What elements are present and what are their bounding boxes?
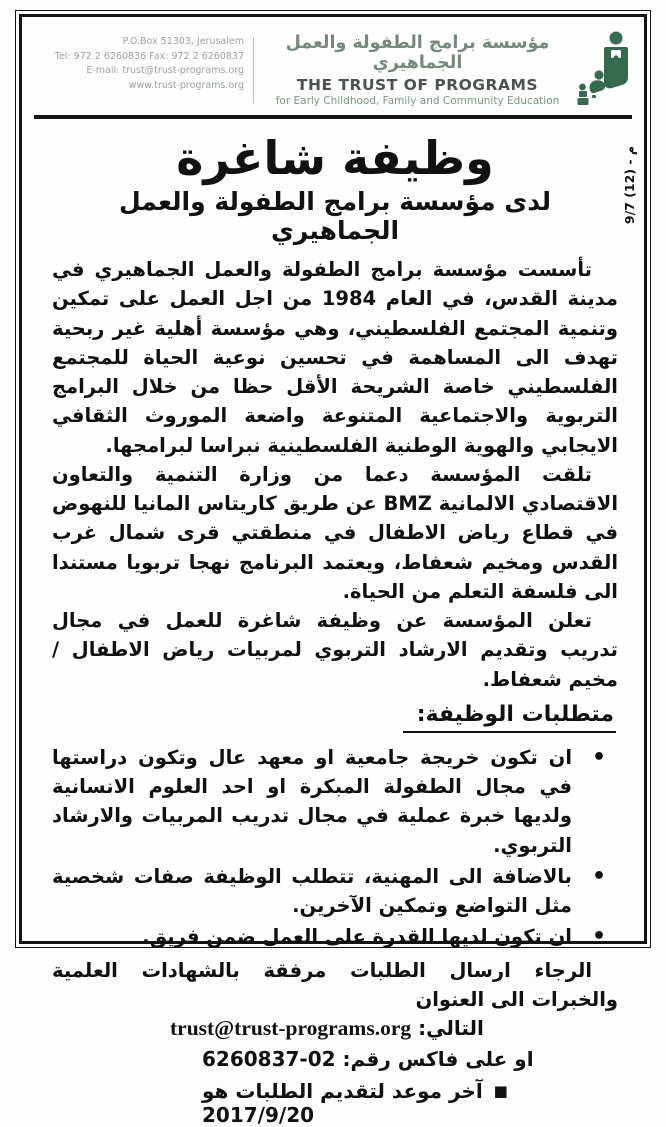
list-item xyxy=(52,922,618,951)
deadline-line xyxy=(52,1079,618,1127)
margin-reference-note: م - (12) 9/7 xyxy=(622,145,637,225)
fax-line: او على فاكس رقم: 02-6260837 xyxy=(202,1047,534,1071)
org-identity xyxy=(263,27,572,111)
deadline-text: آخر موعد لتقديم الطلبات هو 2017/9/20 xyxy=(202,1079,483,1127)
contact-email: E-mail: trust@trust-programs.org xyxy=(86,65,244,77)
header-divider xyxy=(253,37,254,103)
list-item xyxy=(52,743,618,860)
bullet-icon: • xyxy=(591,863,606,889)
contact-pobox: P.O.Box 51303, Jerusalem xyxy=(122,36,244,47)
letterhead xyxy=(22,17,644,115)
funding-paragraph: تلقت المؤسسة دعما من وزارة التنمية والتعاون الاقتصادي الالمانية BMZ عن طريق كاريتاس المانيا للنهوض في قطاع رياض الاطفال في منطقتي قرى شمال غرب القدس ومخيم شعفاط، ويعتمد البرنامج نهجا تربويا مستندا الى فلسفة التعلم من الحياة. xyxy=(52,462,618,603)
square-bullet-icon: ■ xyxy=(493,1082,508,1100)
contact-website: www.trust-programs.org xyxy=(128,80,244,92)
page-title: وظيفة شاغرة xyxy=(176,131,494,185)
email-label: التالي: xyxy=(418,1016,484,1040)
application-email: trust@trust-programs.org xyxy=(170,1016,412,1040)
vacancy-paragraph: تعلن المؤسسة عن وظيفة شاغرة للعمل في مجال تدريب وتقديم الارشاد التربوي لمربيات رياض الاطفال /مخيم شعفاط. xyxy=(52,609,618,691)
org-name-english: THE TRUST OF PROGRAMS xyxy=(296,76,539,94)
intro-paragraph: تأسست مؤسسة برامج الطفولة والعمل الجماهيري في مدينة القدس، في العام 1984 من اجل العمل على تمكين وتنمية المجتمع الفلسطيني، وهي مؤسسة أهلية غير ربحية تهدف الى المساهمة في تحسين نوعية الحياة للمجتمع الفلسطيني خاصة الشريحة الأقل حظا من خلال البرامج التربوية والاجتماعية المتنوعة واضعة الموروث الثقافي الايجابي والهوية الوطنية الفلسطينية نبراسا لبرامجها. xyxy=(52,258,619,457)
requirement-text: ان تكون خريجة جامعية او معهد عال وتكون دراستها في مجال الطفولة المبكرة او احد العلوم الانسانية ولديها خبرة عملية في مجال تدريب المربيات والارشاد التربوي. xyxy=(52,745,572,857)
page-subtitle: لدى مؤسسة برامج الطفولة والعمل الجماهيري xyxy=(118,187,552,245)
application-instructions: الرجاء ارسال الطلبات مرفقة بالشهادات العلمية والخبرات الى العنوان xyxy=(52,958,618,1011)
caregiver-child-logo-icon xyxy=(575,31,631,107)
bullet-icon: • xyxy=(591,924,606,950)
contact-info xyxy=(36,27,244,111)
org-logo xyxy=(572,27,634,111)
list-item xyxy=(52,862,618,921)
bullet-icon: • xyxy=(591,744,606,770)
contact-tel-fax: Tel: 972 2 6260836 Fax: 972 2 6260837 xyxy=(54,50,244,62)
org-name-arabic: مؤسسة برامج الطفولة والعمل الجماهيري xyxy=(285,33,550,73)
document-outer-frame xyxy=(15,10,651,1127)
requirements-list xyxy=(52,743,618,952)
org-tagline: for Early Childhood, Family and Community Education xyxy=(275,95,560,107)
requirement-text: بالاضافة الى المهنية، تتطلب الوظيفة صفات شخصية مثل التواضع وتمكين الآخرين. xyxy=(52,864,572,917)
requirement-text: ان تكون لديها القدرة على العمل ضمن فريق. xyxy=(142,925,572,949)
application-email-line xyxy=(52,1016,618,1041)
document-inner-frame xyxy=(19,14,647,1127)
requirements-heading: متطلبات الوظيفة: xyxy=(52,702,616,733)
announcement-body xyxy=(22,119,644,1127)
